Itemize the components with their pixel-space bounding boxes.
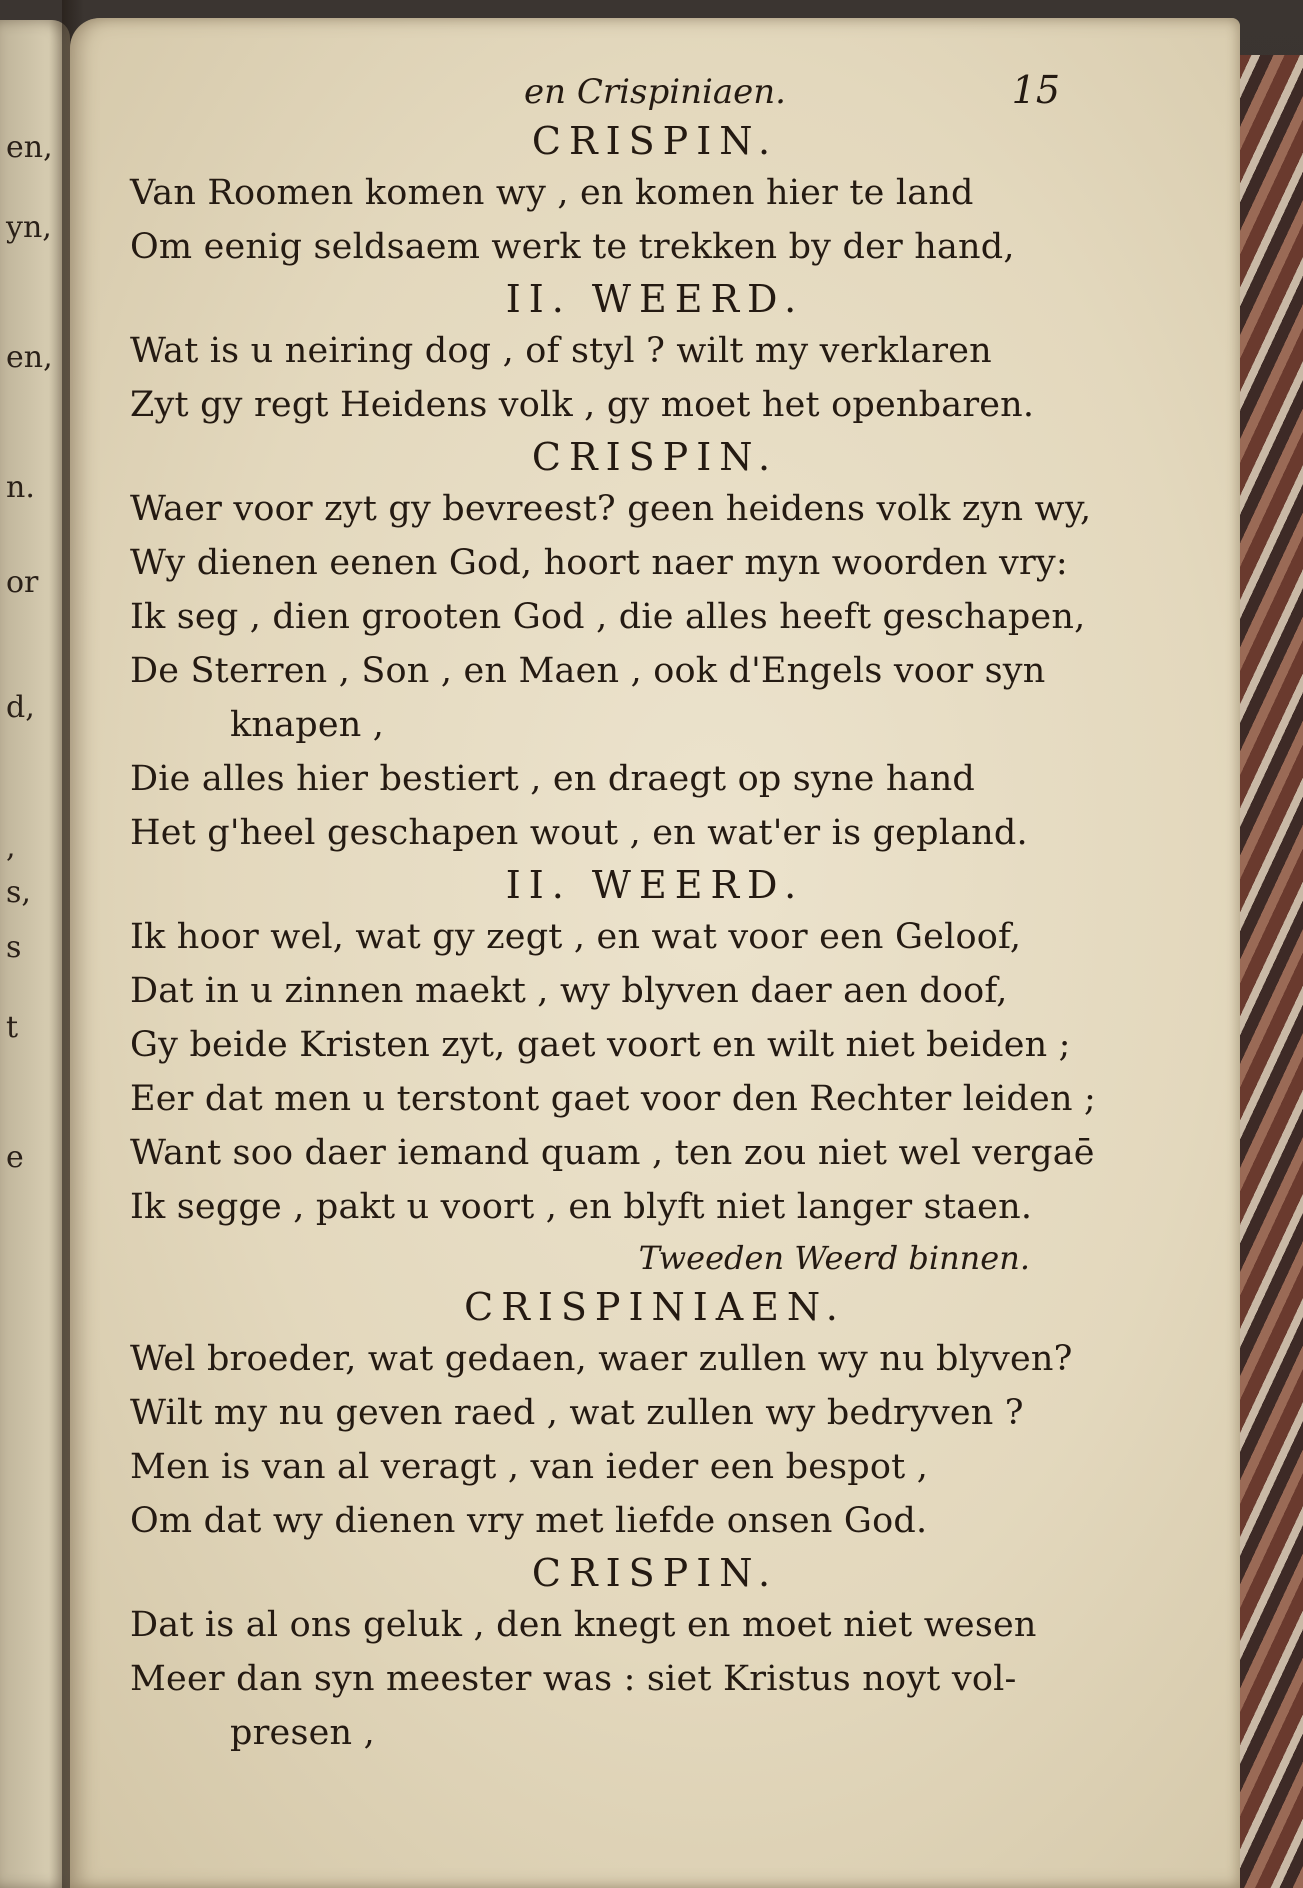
verse-line: Want soo daer iemand quam , ten zou niet wel vergaē <box>130 1133 1095 1173</box>
speaker-heading: CRISPIN. <box>531 435 779 479</box>
verse-line: Ik seg , dien grooten God , die alles heeft geschapen, <box>130 597 1086 637</box>
verse-line: Het g'heel geschapen wout , en wat'er is gepland. <box>130 813 1028 853</box>
running-title: en Crispiniaen. <box>524 72 786 112</box>
speaker-heading: II. WEERD. <box>505 863 805 907</box>
verse-line: De Sterren , Son , en Maen , ook d'Engels voor syn <box>130 651 1046 691</box>
verse-line: Meer dan syn meester was : siet Kristus noyt vol- <box>130 1659 1017 1699</box>
verse-line: Ik segge , pakt u voort , en blyft niet langer staen. <box>130 1187 1033 1227</box>
verse-line: Men is van al veragt , van ieder een bespot , <box>130 1447 929 1487</box>
left-page-fragment: t <box>6 1010 19 1045</box>
left-page-fragment: d, <box>6 690 35 725</box>
left-facing-page <box>0 20 70 1888</box>
verse-line: Die alles hier bestiert , en draegt op syne hand <box>130 759 976 799</box>
verse-line: Eer dat men u terstont gaet voor den Rechter leiden ; <box>130 1079 1097 1119</box>
left-page-fragment: s <box>6 930 22 965</box>
right-page <box>70 18 1240 1888</box>
verse-line: Wilt my nu geven raed , wat zullen wy bedryven ? <box>130 1393 1024 1433</box>
page-number: 15 <box>1011 68 1060 112</box>
verse-line: Ik hoor wel, wat gy zegt , en wat voor een Geloof, <box>130 917 1022 957</box>
verse-line: Om dat wy dienen vry met liefde onsen God. <box>130 1501 928 1541</box>
left-page-fragment: en, <box>6 130 53 165</box>
verse-line-continued: knapen , <box>230 705 385 745</box>
left-page-fragment: e <box>6 1140 24 1175</box>
running-head <box>110 68 1200 116</box>
verse-line: Gy beide Kristen zyt, gaet voort en wilt niet beiden ; <box>130 1025 1071 1065</box>
left-page-fragment: yn, <box>6 210 52 245</box>
left-page-fragment: n. <box>6 470 35 505</box>
verse-line: Wat is u neiring dog , of styl ? wilt my verklaren <box>130 331 992 371</box>
verse-line: Dat is al ons geluk , den knegt en moet niet wesen <box>130 1605 1037 1645</box>
verse-line: Wy dienen eenen God, hoort naer myn woorden vry: <box>130 543 1068 583</box>
left-page-fragment: , <box>6 830 16 865</box>
marbled-cover-edge <box>1236 55 1303 1888</box>
verse-line: Van Roomen komen wy , en komen hier te land <box>130 173 974 213</box>
left-page-fragment: en, <box>6 340 53 375</box>
left-page-fragment: or <box>6 565 39 600</box>
verse-line-continued: presen , <box>230 1713 375 1753</box>
verse-line: Waer voor zyt gy bevreest? geen heidens volk zyn wy, <box>130 489 1092 529</box>
stage-direction: Tweeden Weerd binnen. <box>638 1239 1030 1277</box>
speaker-heading: CRISPIN. <box>531 119 779 163</box>
verse-line: Wel broeder, wat gedaen, waer zullen wy nu blyven? <box>130 1339 1073 1379</box>
verse-line: Zyt gy regt Heidens volk , gy moet het openbaren. <box>130 385 1035 425</box>
left-page-fragment: s, <box>6 875 31 910</box>
speaker-heading: CRISPINIAEN. <box>464 1285 846 1329</box>
verse-lines <box>110 116 1200 1760</box>
verse-line: Om eenig seldsaem werk te trekken by der hand, <box>130 227 1015 267</box>
page-text <box>110 68 1200 1760</box>
speaker-heading: II. WEERD. <box>505 277 805 321</box>
speaker-heading: CRISPIN. <box>531 1551 779 1595</box>
verse-line: Dat in u zinnen maekt , wy blyven daer aen doof, <box>130 971 1008 1011</box>
